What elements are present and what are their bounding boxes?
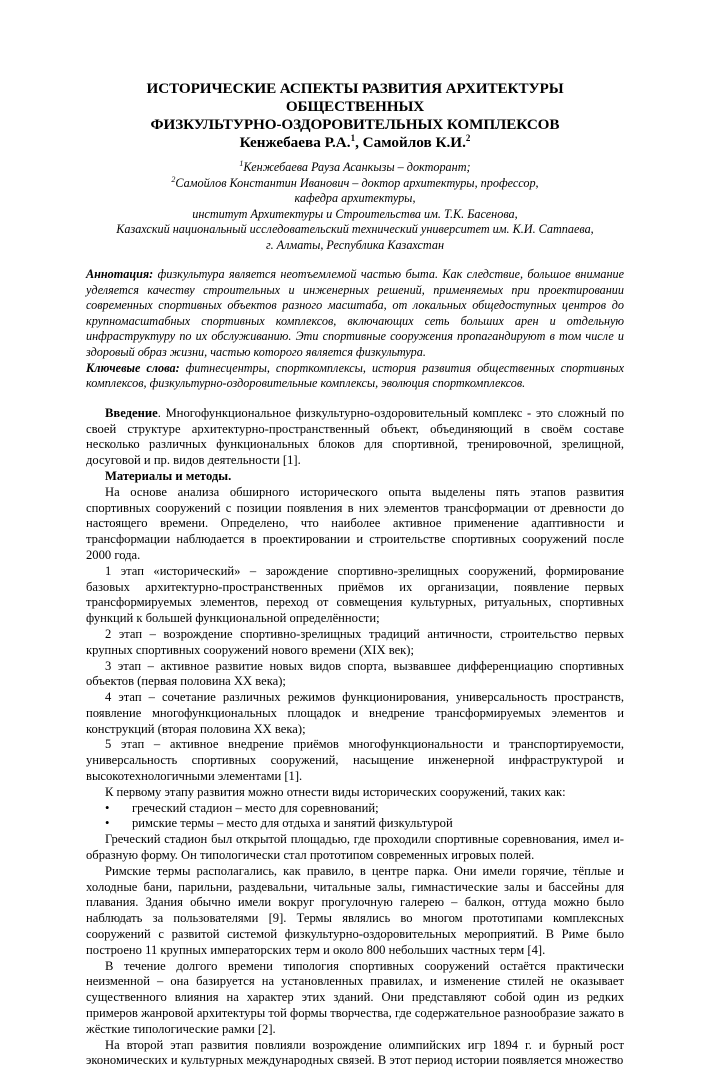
abstract-paragraph bbox=[86, 267, 624, 361]
author-separator: , bbox=[355, 134, 363, 151]
paper-page bbox=[86, 80, 624, 1069]
bullet-text: римские термы – место для отдыха и занятий физкультурой bbox=[132, 816, 453, 831]
affiliation-line bbox=[86, 176, 624, 192]
intro-label: Введение bbox=[105, 405, 158, 420]
body-paragraph: Римские термы располагались, как правило, в центре парка. Они имели горячие, тёплые и холодные бани, парильни, раздевальни, читальные залы, гимнастические залы и бассейны для плавания. Здания обычно имели вокруг прогулочную галерею – балкон, оттуда можно было наблюдать за пользователями [9]. Термы являлись во многом прототипами комплексных сооружений с развитой системой физкультурно-оздоровительных мероприятий. В Риме было построено 11 крупных императорских терм и около 800 небольших частных терм [4]. bbox=[86, 863, 624, 957]
paper-title bbox=[86, 80, 624, 134]
body-paragraph: На второй этап развития повлияли возрождение олимпийских игр 1894 г. и бурный рост экономических и культурных международных связей. В этот период истории появляется множество bbox=[86, 1037, 624, 1068]
abstract-section bbox=[86, 267, 624, 392]
affiliation-line: г. Алматы, Республика Казахстан bbox=[265, 237, 445, 252]
keywords-label: Ключевые слова: bbox=[86, 360, 180, 375]
affiliation-line: кафедра архитектуры, bbox=[294, 191, 416, 205]
bullet-text: греческий стадион – место для соревнований; bbox=[132, 800, 379, 815]
affiliations bbox=[86, 160, 624, 253]
author-1: Кенжебаева Р.А. bbox=[239, 134, 351, 151]
stage-item: 5 этап – активное внедрение приёмов многофункциональности и транспортируемости, универсальность спортивных сооружений, насыщение инженерной инфраструктурой и высокотехнологичными элементами [1]. bbox=[86, 737, 624, 784]
affiliation-line: Казахский национальный исследовательский технический университет им. К.И. Сатпаева, bbox=[116, 222, 594, 236]
affiliation-sup: 2 bbox=[171, 174, 176, 184]
author-1-sup: 1 bbox=[350, 133, 356, 143]
stage-item: 3 этап – активное развитие новых видов спорта, вызвавшее дифференциацию спортивных объектов (первая половина XX века); bbox=[86, 658, 624, 689]
body-paragraph: В течение долгого времени типология спортивных сооружений остаётся практически неизменной – она базируется на установленных правилах, и изменение стилей не оказывает существенного влияния на характер этих зданий. Они представляют собой один из редких примеров жанровой архитектуры той формы творчества, где содержательное разнообразие зажато в жёсткие типологические рамки [2]. bbox=[86, 958, 624, 1036]
stage-item: 2 этап – возрождение спортивно-зрелищных традиций античности, строительство первых крупных спортивных сооружений нового времени (XIX век); bbox=[86, 626, 624, 657]
affiliation-line: институт Архитектуры и Строительства им. Т.К. Басенова, bbox=[192, 206, 518, 221]
body-section bbox=[86, 406, 624, 1069]
keywords-paragraph bbox=[86, 361, 624, 392]
affiliation-sup: 1 bbox=[239, 159, 244, 168]
affiliation-text: Кенжебаева Рауза Асанкызы – докторант; bbox=[243, 160, 471, 174]
author-2: Самойлов К.И. bbox=[362, 134, 466, 151]
stage-item: 1 этап «исторический» – зарождение спортивно-зрелищных сооружений, формирование базовых архитектурно-пространственных приёмов их организации, появление первых трансформируемых элементов, переход от совмещения культурных, ритуальных, спортивных функций к большей функциональной определённости; bbox=[86, 563, 624, 626]
body-paragraph: Греческий стадион был открытой площадью, где проходили спортивные соревнования, имел и-образную форму. Он типологически стал прототипом современных игровых полей. bbox=[86, 832, 624, 863]
bullet-icon: • bbox=[105, 816, 110, 831]
bullet-item bbox=[86, 816, 624, 832]
affiliation-line bbox=[86, 160, 624, 176]
intro-paragraph bbox=[86, 406, 624, 469]
title-line-1: ИСТОРИЧЕСКИЕ АСПЕКТЫ РАЗВИТИЯ АРХИТЕКТУРЫ ОБЩЕСТВЕННЫХ bbox=[146, 80, 564, 115]
abstract-text: физкультура является неотъемлемой частью быта. Как следствие, большое внимание уделяется качеству строительных и инженерных решений, применяемых при проектировании современных спортивных объектов разного масштаба, от локальных общедоступных центров до крупномасштабных спортивных комплексов, включающих сеть больших арен и отдельную инфраструктуру по их обслуживанию. Эти спортивные сооружения пропагандируют в том числе и здоровый образ жизни, частью которого является физкультура. bbox=[86, 267, 624, 359]
authors-line bbox=[86, 134, 624, 152]
body-paragraph: На основе анализа обширного исторического опыта выделены пять этапов развития спортивных сооружений с позиции появления в них элементов трансформации от древности до настоящего времени. Определено, что наиболее активное применение адаптивности и трансформации наблюдается в проектировании и строительстве спортивных сооружений после 2000 года. bbox=[86, 484, 624, 562]
bullet-item bbox=[86, 801, 624, 817]
stage-item: 4 этап – сочетание различных режимов функционирования, универсальность пространств, появление многофункциональных площадок и внедрение трансформируемых элементов и конструкций (вторая половина XX века); bbox=[86, 690, 624, 736]
bullet-icon: • bbox=[105, 800, 110, 815]
affiliation-text: Самойлов Константин Иванович – доктор архитектуры, профессор, bbox=[175, 175, 539, 190]
keywords-text: фитнесцентры, спорткомплексы, история развития общественных спортивных комплексов, физкультурно-оздоровительные комплексы, эволюция спорткомплексов. bbox=[86, 360, 624, 391]
methods-heading: Материалы и методы. bbox=[105, 468, 232, 483]
abstract-label: Аннотация: bbox=[86, 267, 154, 281]
body-paragraph: К первому этапу развития можно отнести виды исторических сооружений, таких как: bbox=[105, 784, 566, 799]
intro-text: . Многофункциональное физкультурно-оздоровительный комплекс - это сложный по своей структуре архитектурно-пространственный объект, объединяющий в своём составе несколько различных функциональных блоков для спортивной, тренировочной, зрелищной, досуговой и пр. видов деятельности [1]. bbox=[86, 405, 624, 468]
title-line-2: ФИЗКУЛЬТУРНО-ОЗДОРОВИТЕЛЬНЫХ КОМПЛЕКСОВ bbox=[150, 116, 560, 133]
author-2-sup: 2 bbox=[465, 133, 471, 143]
